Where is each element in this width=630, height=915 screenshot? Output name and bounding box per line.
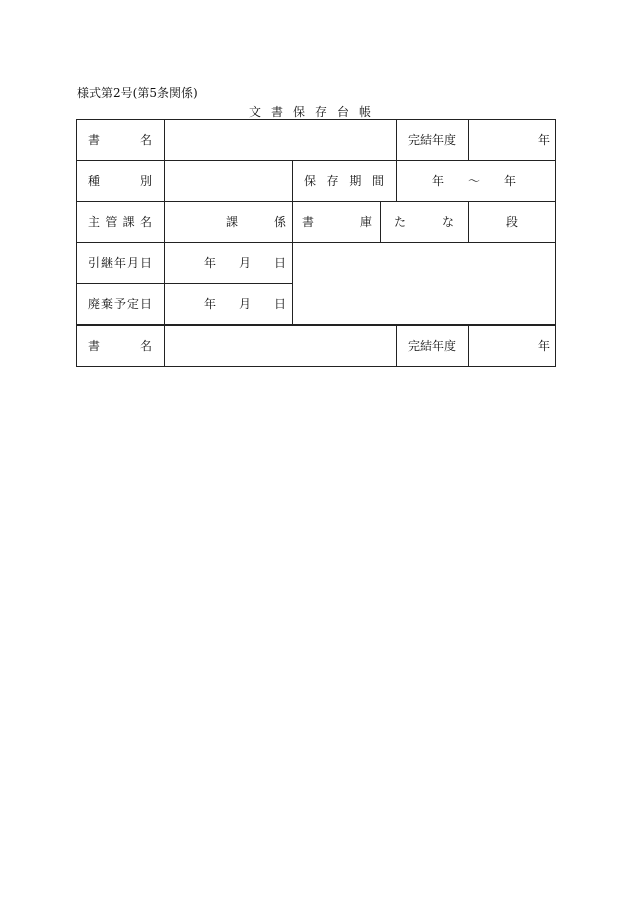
completion-year-field-copy[interactable] [468,325,556,366]
form-number: 様式第2号(第5条関係) [77,86,198,100]
notes-area[interactable] [292,242,556,324]
book-name-field[interactable] [164,119,396,160]
year-suffix-copy: 年 [537,339,550,353]
book-name-label: 書 名 [88,133,152,147]
book-name-label-copy: 書 名 [88,339,152,353]
storage-field[interactable]: 書 庫 [302,215,372,229]
disposal-date-label: 廃 棄 予 定 日 [88,297,152,311]
year-suffix: 年 [537,133,550,147]
tier-field[interactable]: 段 [505,215,518,229]
retention-period-label: 保 存 期 間 [304,174,384,188]
shelf-field[interactable]: た な [394,215,454,229]
department-label: 主 管 課 名 [88,215,152,229]
disposal-date-field[interactable]: 年 月 日 [204,297,286,311]
department-field[interactable]: 課 係 [226,215,286,229]
completion-year-label: 完結年度 [407,133,456,147]
retention-period-field[interactable]: 年 〜 年 [432,174,516,188]
transfer-date-field[interactable]: 年 月 日 [204,256,286,270]
table-border-bottom [76,366,556,367]
completion-year-field[interactable] [468,119,556,160]
category-field[interactable] [164,160,292,201]
form-title: 文書保存台帳 [248,105,381,119]
document-retention-ledger-table [76,119,556,367]
book-name-field-copy[interactable] [164,325,396,366]
completion-year-label-copy: 完結年度 [407,339,456,353]
category-label: 種 別 [88,174,152,188]
transfer-date-label: 引 継 年 月 日 [88,256,152,270]
